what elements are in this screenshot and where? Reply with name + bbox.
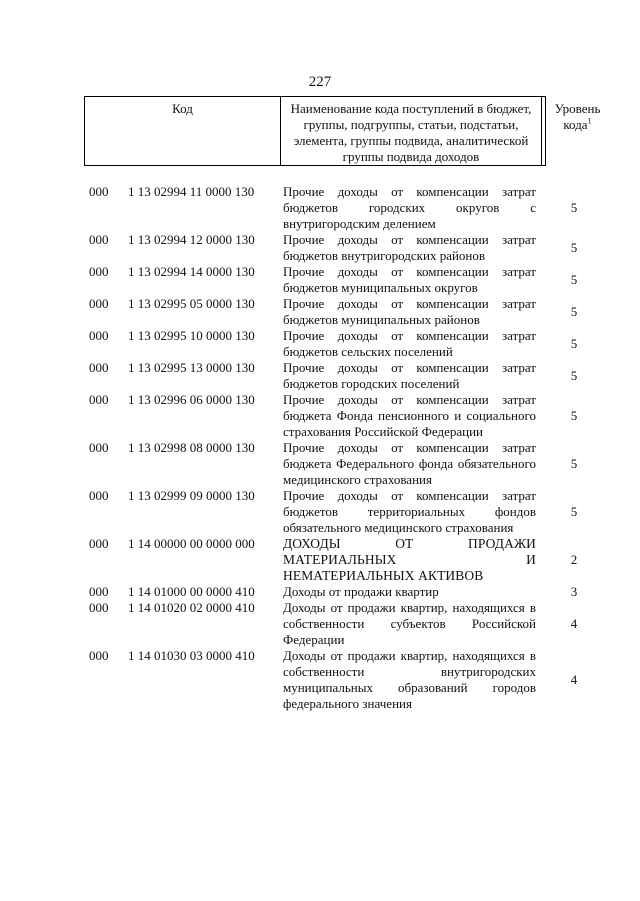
row-name: ДОХОДЫ ОТ ПРОДАЖИ МАТЕРИАЛЬНЫХ И НЕМАТЕРИАЛЬНЫХ АКТИВОВ — [283, 536, 536, 583]
table-row — [0, 184, 640, 232]
table-body — [0, 184, 640, 712]
row-level: 5 — [570, 368, 578, 383]
row-prefix: 000 — [89, 600, 109, 615]
row-code: 1 13 02995 05 0000 130 — [128, 296, 255, 311]
table-row — [0, 360, 640, 392]
row-prefix: 000 — [89, 584, 109, 599]
row-name: Доходы от продажи квартир, находящихся в собственности субъектов Российской Федерации — [283, 600, 536, 647]
row-code: 1 13 02995 13 0000 130 — [128, 360, 255, 375]
row-level: 3 — [570, 584, 578, 599]
row-level: 5 — [570, 240, 578, 255]
table-row — [0, 600, 640, 648]
row-prefix: 000 — [89, 488, 109, 503]
table-row — [0, 536, 640, 584]
row-name: Прочие доходы от компенсации затрат бюджетов муниципальных округов — [283, 264, 536, 295]
row-prefix: 000 — [89, 360, 109, 375]
table-row — [0, 648, 640, 712]
row-code: 1 13 02994 12 0000 130 — [128, 232, 255, 247]
row-name: Прочие доходы от компенсации затрат бюджета Фонда пенсионного и социального страхования Российской Федерации — [283, 392, 536, 439]
row-code: 1 13 02999 09 0000 130 — [128, 488, 255, 503]
row-prefix: 000 — [89, 184, 109, 199]
row-prefix: 000 — [89, 264, 109, 279]
row-prefix: 000 — [89, 296, 109, 311]
row-level: 5 — [570, 200, 578, 215]
row-code: 1 13 02998 08 0000 130 — [128, 440, 255, 455]
row-code: 1 13 02996 06 0000 130 — [128, 392, 255, 407]
header-name: Наименование кода поступлений в бюджет, группы, подгруппы, статьи, подстатьи, элемента, группы подвида, аналитической группы подвида доходов — [280, 97, 541, 165]
table-row — [0, 584, 640, 600]
row-prefix: 000 — [89, 648, 109, 663]
row-level: 5 — [570, 408, 578, 423]
table-row — [0, 488, 640, 536]
row-code: 1 13 02994 11 0000 130 — [128, 184, 255, 199]
header-code: Код — [172, 101, 193, 116]
row-code: 1 13 02995 10 0000 130 — [128, 328, 255, 343]
row-name: Прочие доходы от компенсации затрат бюджетов муниципальных районов — [283, 296, 536, 327]
row-level: 5 — [570, 336, 578, 351]
row-name: Прочие доходы от компенсации затрат бюджета Федерального фонда обязательного медицинского страхования — [283, 440, 536, 487]
row-prefix: 000 — [89, 392, 109, 407]
row-level: 2 — [570, 552, 578, 567]
row-prefix: 000 — [89, 536, 109, 551]
page-number: 227 — [308, 74, 332, 90]
row-level: 5 — [570, 304, 578, 319]
row-prefix: 000 — [89, 232, 109, 247]
row-level: 5 — [570, 504, 578, 519]
row-name: Доходы от продажи квартир, находящихся в собственности внутригородских муниципальных образований городов федерального значения — [283, 648, 536, 711]
row-prefix: 000 — [89, 440, 109, 455]
row-name: Прочие доходы от компенсации затрат бюджетов городских поселений — [283, 360, 536, 391]
row-code: 1 14 00000 00 0000 000 — [128, 536, 255, 551]
row-code: 1 13 02994 14 0000 130 — [128, 264, 255, 279]
table-row — [0, 296, 640, 328]
row-level: 4 — [570, 672, 578, 687]
row-level: 4 — [570, 616, 578, 631]
table-header — [84, 96, 601, 166]
table-row — [0, 264, 640, 296]
row-level: 5 — [570, 456, 578, 471]
row-name: Прочие доходы от компенсации затрат бюджетов сельских поселений — [283, 328, 536, 359]
table-row — [0, 392, 640, 440]
table-row — [0, 440, 640, 488]
table-row — [0, 232, 640, 264]
row-code: 1 14 01030 03 0000 410 — [128, 648, 255, 663]
row-name: Доходы от продажи квартир — [283, 584, 439, 599]
row-name: Прочие доходы от компенсации затрат бюджетов территориальных фондов обязательного медицинского страхования — [283, 488, 536, 535]
row-code: 1 14 01000 00 0000 410 — [128, 584, 255, 599]
footnote-marker: 1 — [587, 116, 592, 126]
row-code: 1 14 01020 02 0000 410 — [128, 600, 255, 615]
header-level: Уровень кода$^1$ — [541, 97, 613, 165]
row-name: Прочие доходы от компенсации затрат бюджетов городских округов с внутригородским делением — [283, 184, 536, 231]
row-prefix: 000 — [89, 328, 109, 343]
row-level: 5 — [570, 272, 578, 287]
table-row — [0, 328, 640, 360]
row-name: Прочие доходы от компенсации затрат бюджетов внутригородских районов — [283, 232, 536, 263]
